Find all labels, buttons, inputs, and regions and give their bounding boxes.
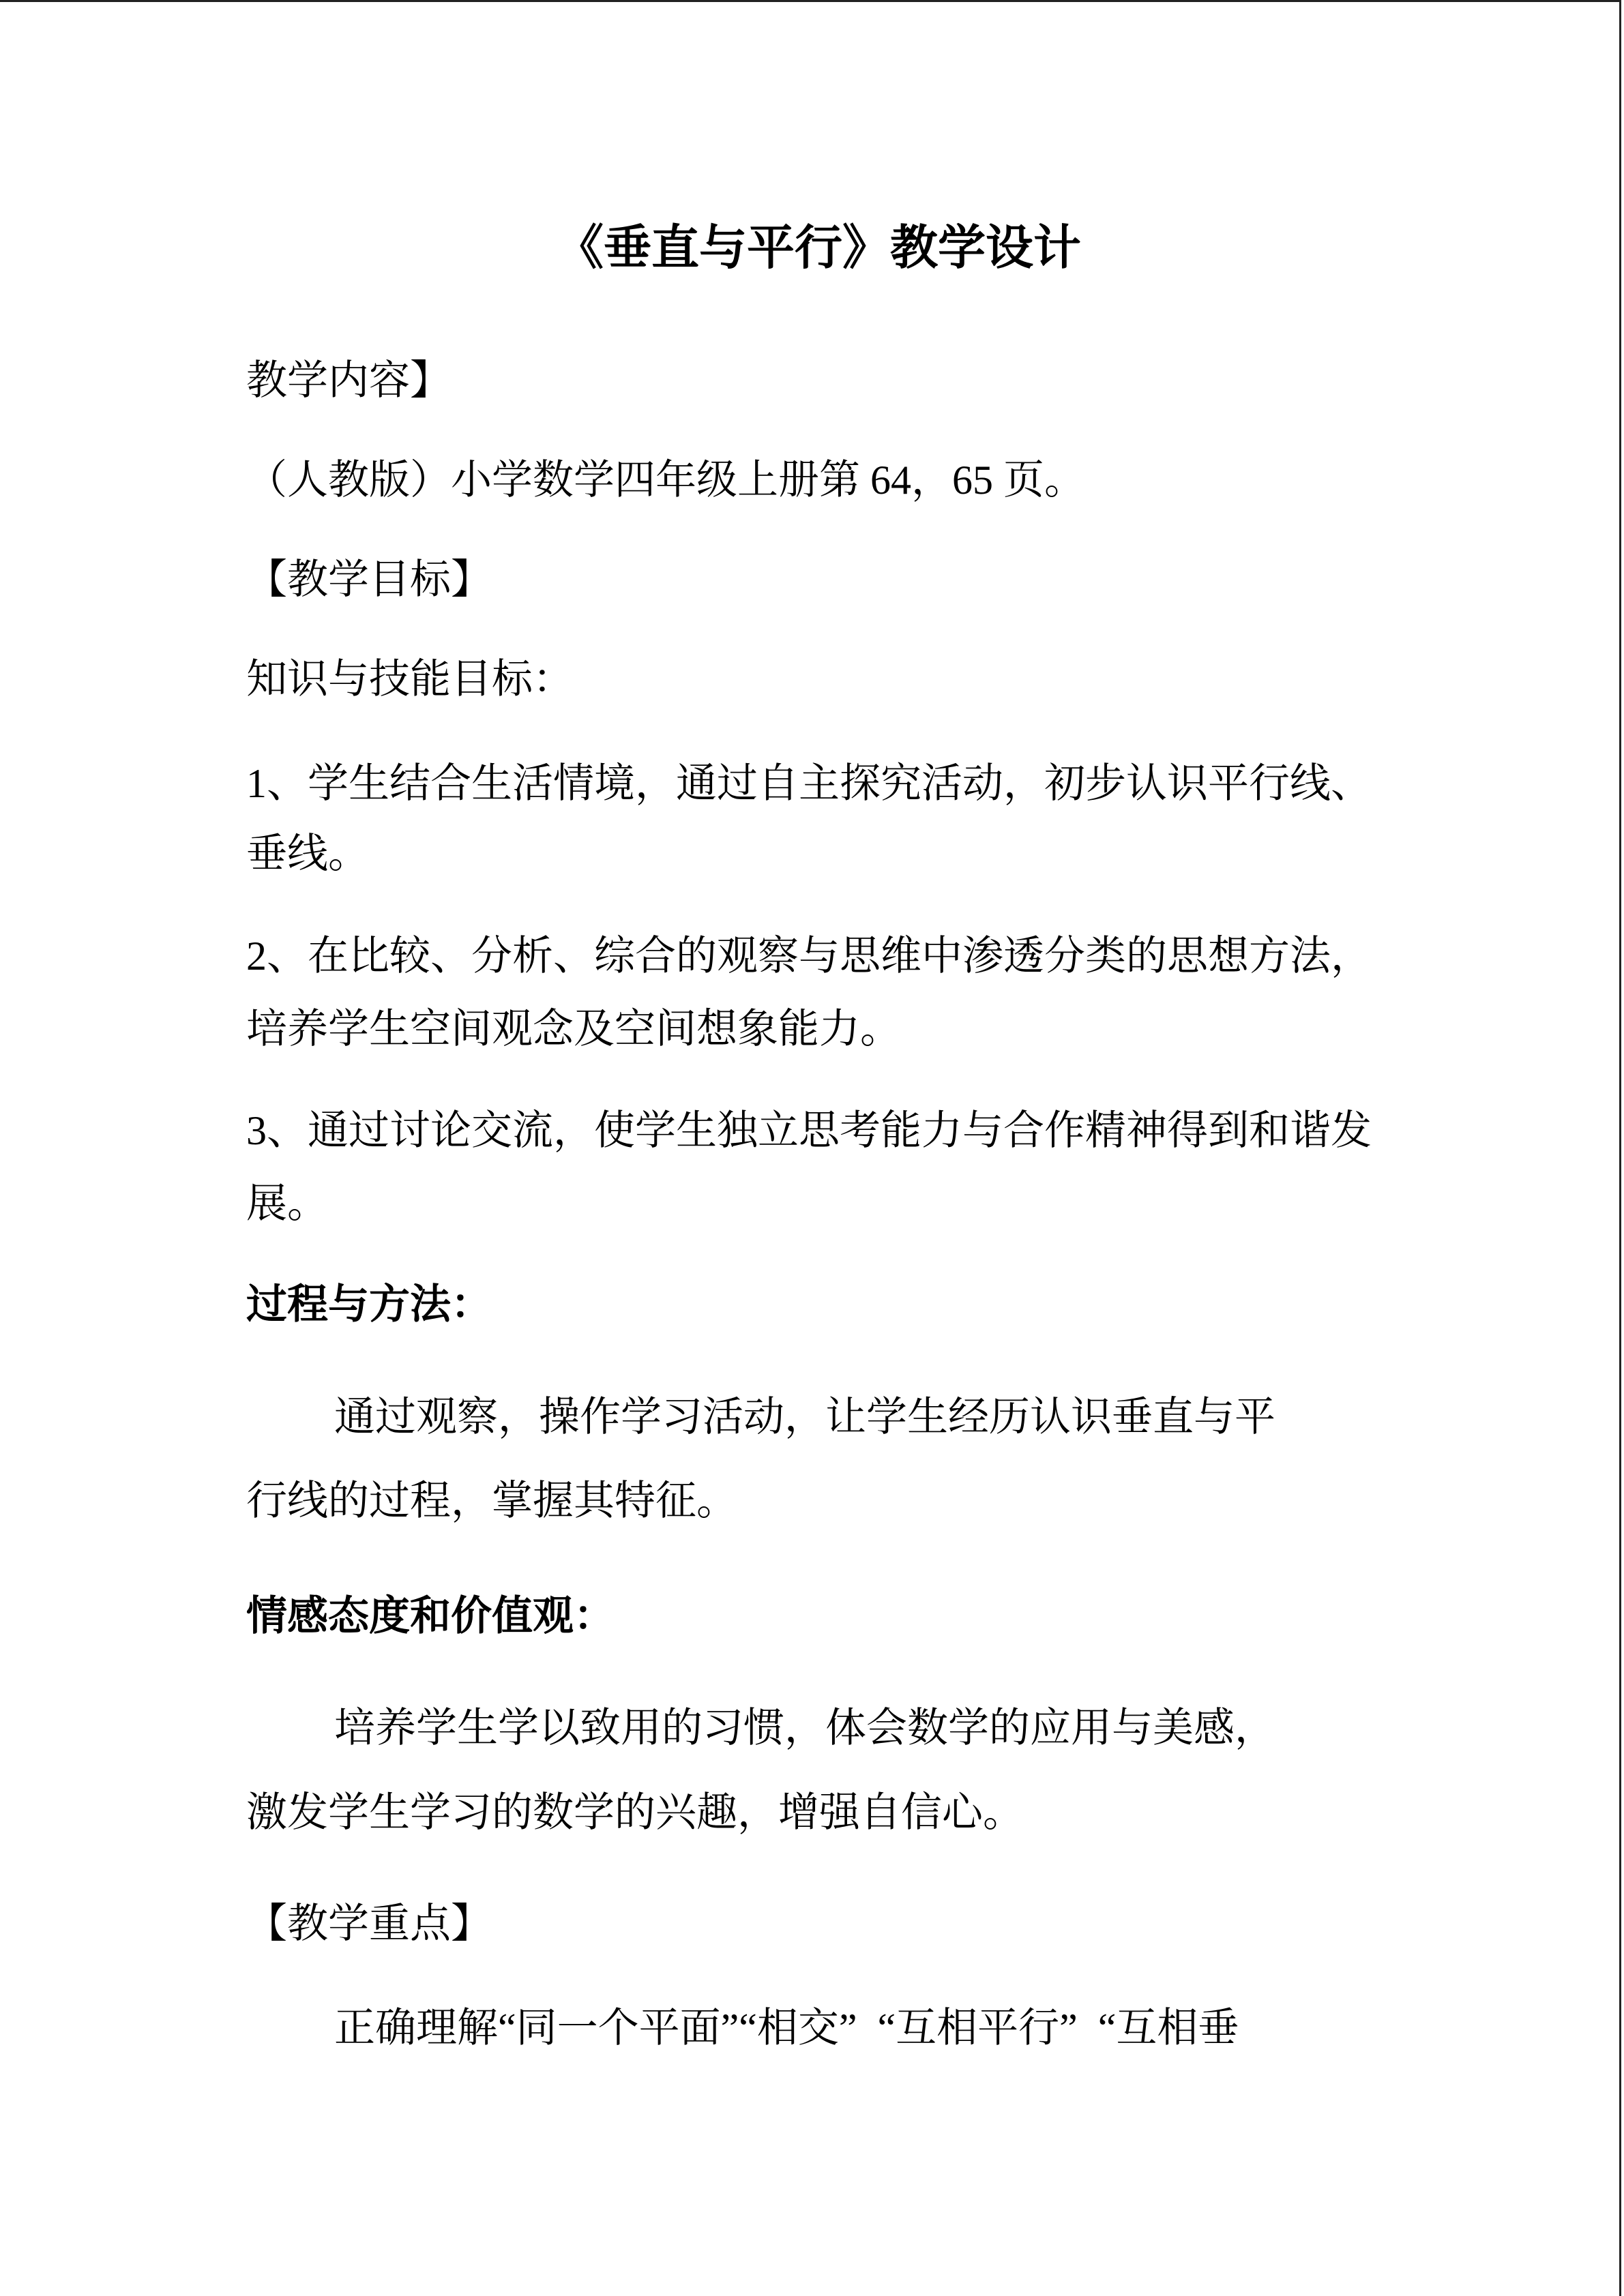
teaching-content-text: （人教版）小学数学四年级上册第 64，65 页。 — [246, 458, 1085, 503]
process-methods-line-2: 行线的过程，掌握其特征。 — [246, 1478, 737, 1523]
knowledge-item-3-line-2: 展。 — [246, 1181, 328, 1226]
knowledge-item-1-line-1: 1、学生结合生活情境，通过自主探究活动，初步认识平行线、 — [246, 761, 1372, 806]
emotions-values-line-2: 激发学生学习的数学的兴趣，增强自信心。 — [246, 1790, 1024, 1835]
knowledge-item-2-line-1: 2、在比较、分析、综合的观察与思维中渗透分类的思想方法， — [246, 934, 1372, 979]
knowledge-skills-heading: 知识与技能目标： — [246, 657, 574, 702]
teaching-content-heading: 教学内容】 — [246, 358, 451, 403]
knowledge-item-3-line-1: 3、通过讨论交流，使学生独立思考能力与合作精神得到和谐发 — [246, 1108, 1372, 1153]
key-points-line-1: 正确理解“同一个平面”“相交” “互相平行” “互相垂 — [334, 2006, 1239, 2051]
key-points-heading: 【教学重点】 — [246, 1901, 492, 1946]
process-methods-line-1: 通过观察，操作学习活动，让学生经历认识垂直与平 — [334, 1395, 1275, 1440]
process-methods-heading: 过程与方法： — [246, 1282, 492, 1327]
emotions-values-line-1: 培养学生学以致用的习惯，体会数学的应用与美感， — [334, 1705, 1275, 1750]
emotions-values-heading: 情感态度和价值观： — [246, 1594, 615, 1639]
teaching-objectives-heading: 【教学目标】 — [246, 557, 492, 602]
document-title: 《垂直与平行》教学设计 — [556, 222, 1081, 275]
knowledge-item-2-line-2: 培养学生空间观念及空间想象能力。 — [246, 1007, 901, 1052]
knowledge-item-1-line-2: 垂线。 — [246, 831, 369, 876]
